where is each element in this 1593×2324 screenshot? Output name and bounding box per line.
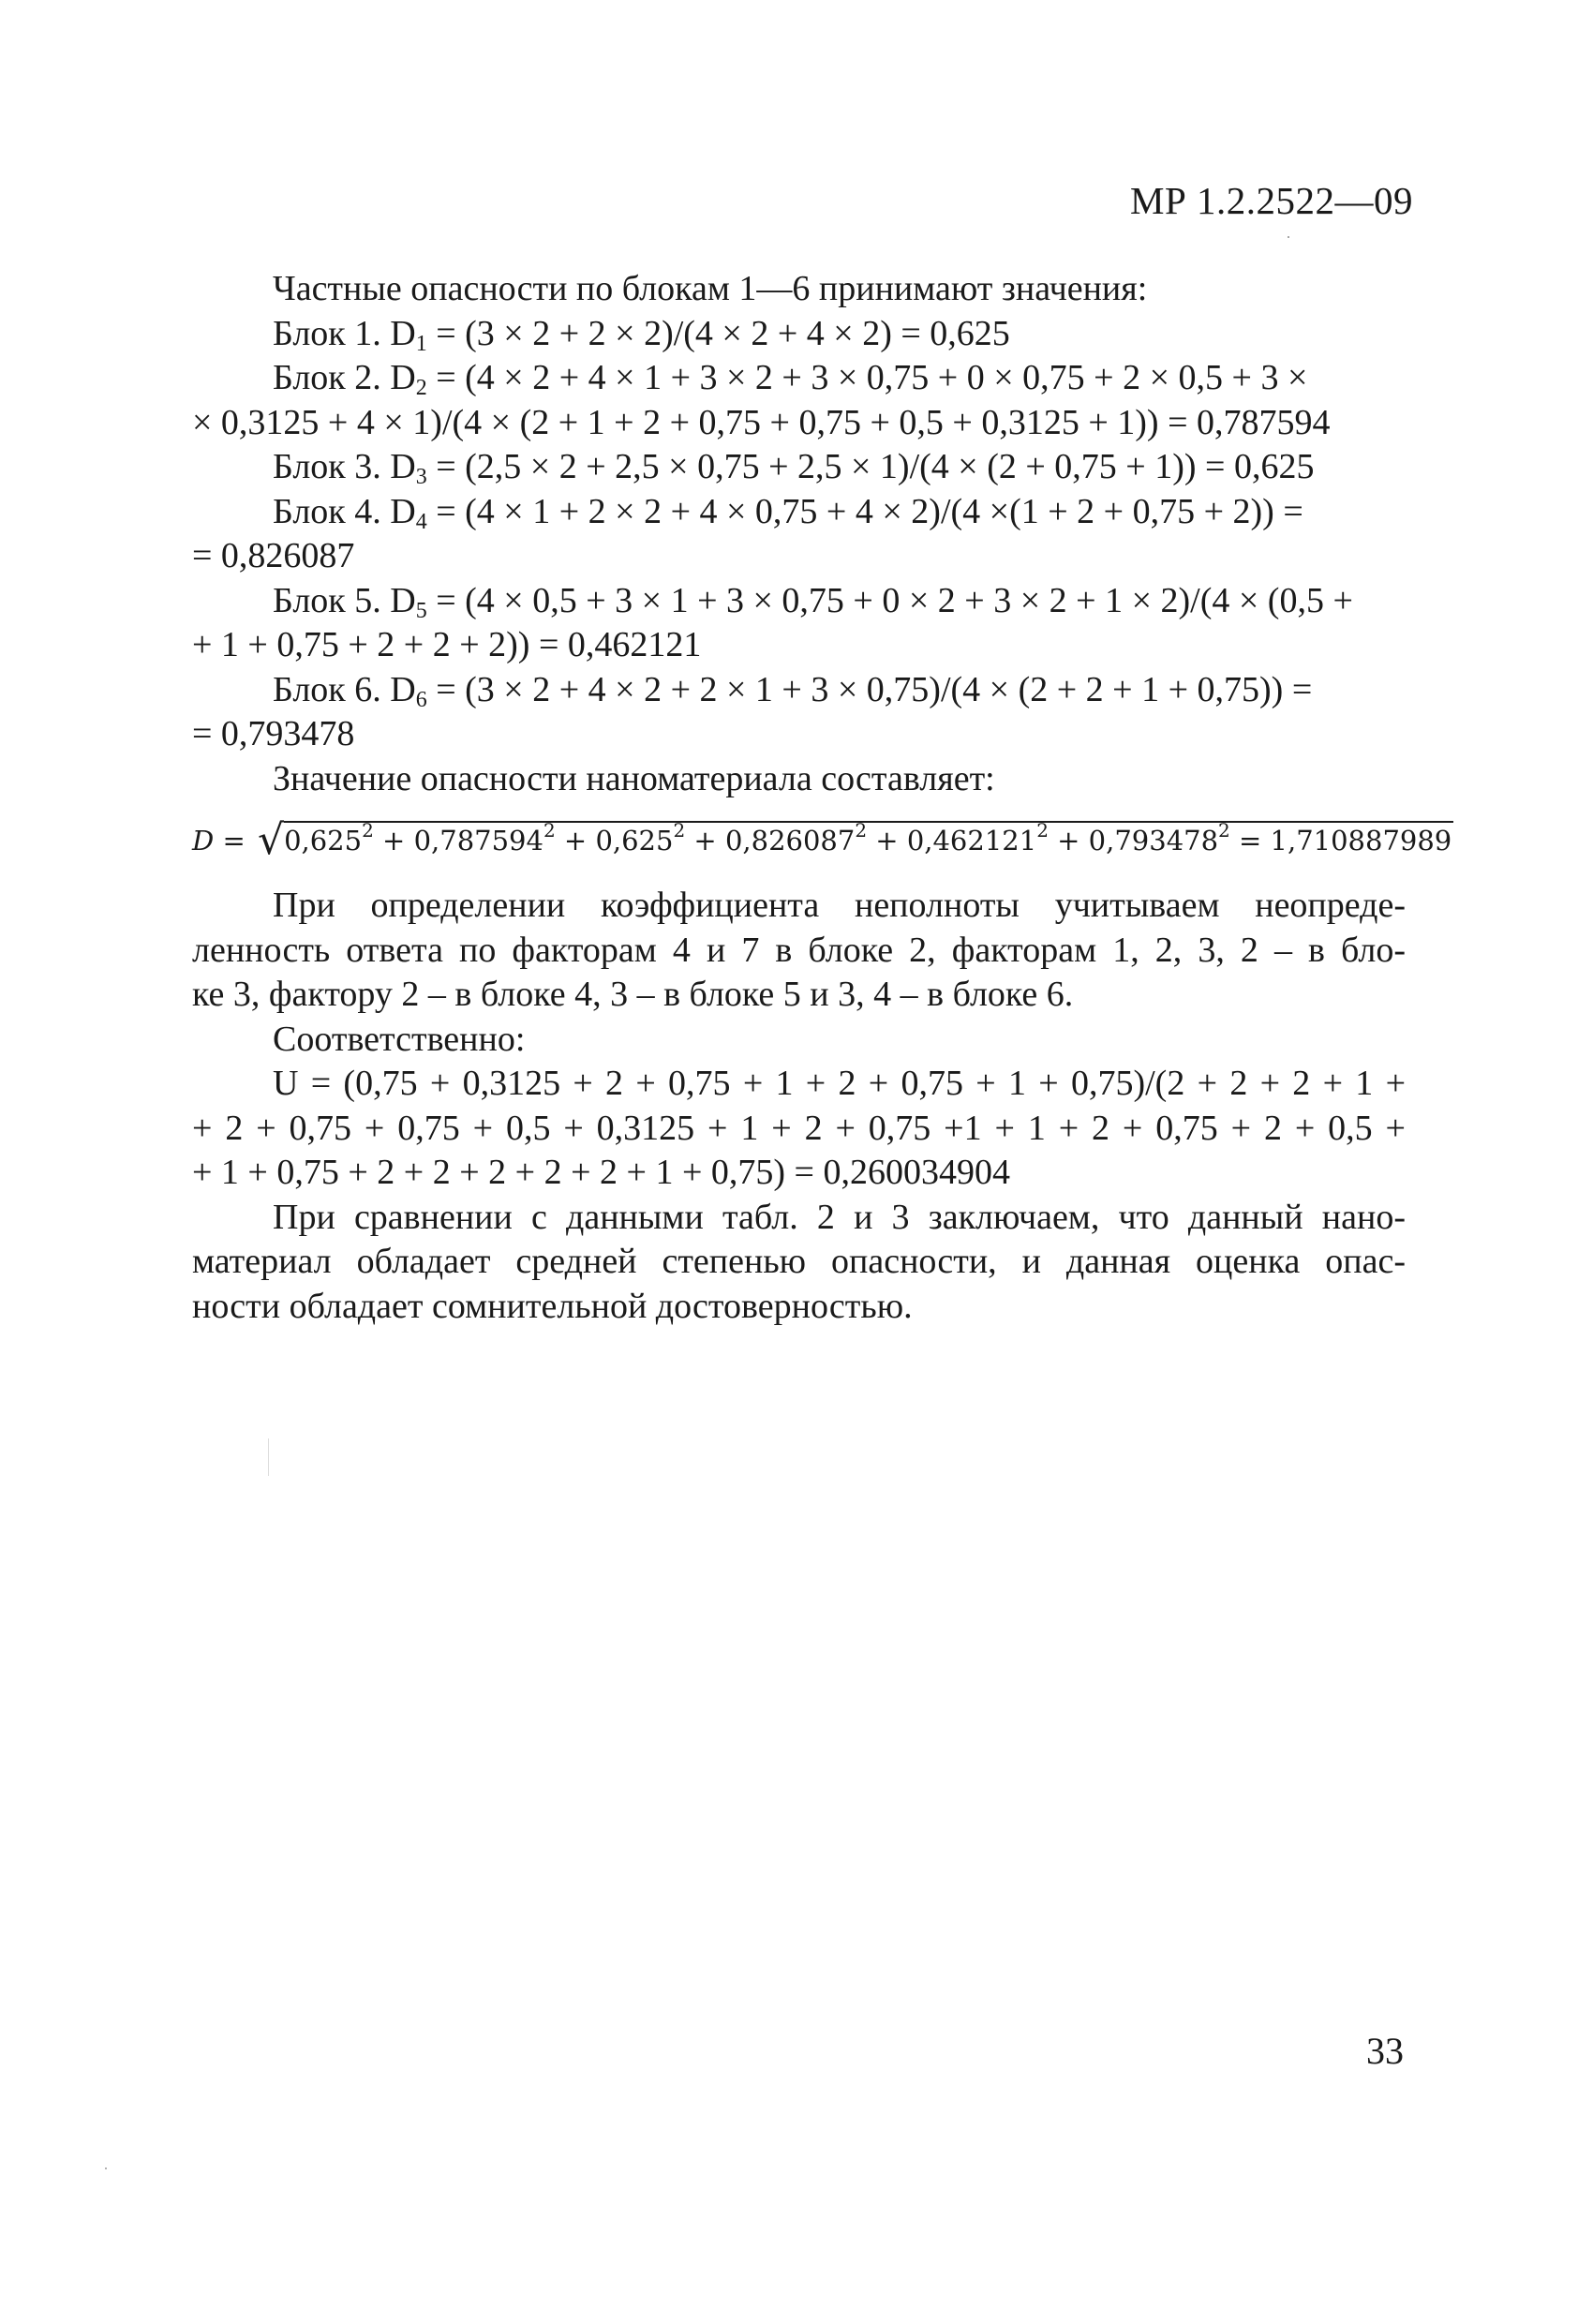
block-4-continuation: = 0,826087: [192, 536, 355, 575]
block-5-label: Блок 5. D: [273, 580, 416, 620]
block-4-expression: = (4 × 1 + 2 × 2 + 4 × 0,75 + 4 × 2)/(4 ×(1 + 2 + 0,75 + 2)) =: [426, 491, 1303, 531]
page-number: 33: [1366, 2030, 1404, 2072]
formula-term: 0,787594: [413, 825, 543, 857]
hazard-formula: [192, 814, 1452, 869]
formula-term: 0,462121: [906, 825, 1037, 857]
block-6-label: Блок 6. D: [273, 669, 416, 709]
formula-exponent: 2: [1218, 819, 1230, 842]
block-4-line: [192, 490, 1406, 535]
formula-term: 0,625: [284, 825, 363, 857]
block-1-subscript: 1: [415, 331, 427, 356]
block-3-label: Блок 3. D: [273, 447, 416, 486]
block-3-expression: = (2,5 × 2 + 2,5 × 0,75 + 2,5 × 1)/(4 × (2 + 0,75 + 1)) = 0,625: [426, 447, 1315, 486]
block-3-subscript: 3: [415, 465, 427, 489]
u-formula-line3: + 1 + 0,75 + 2 + 2 + 2 + 2 + 2 + 1 + 0,75) = 0,260034904: [192, 1153, 1010, 1192]
para2-line3: ности обладает сомнительной достоверностью.: [192, 1286, 913, 1326]
formula-exponent: 2: [1036, 819, 1049, 842]
scan-speck: [105, 2168, 107, 2169]
para1-line3: ке 3, фактору 2 – в блоке 4, 3 – в блоке 5 и 3, 4 – в блоке 6.: [192, 975, 1074, 1014]
document-code: МР 1.2.2522—09: [1129, 179, 1413, 222]
scan-speck: [1288, 236, 1289, 238]
formula-exponent: 2: [855, 819, 868, 842]
para2-line2: материал обладает средней степенью опасности, и данная оценка опас-: [192, 1242, 1406, 1281]
block-6-line: [192, 668, 1406, 713]
formula-lhs: D: [192, 825, 215, 857]
formula-exponent: 2: [673, 819, 686, 842]
sqrt-sign: √: [258, 816, 285, 864]
formula-term: 0,625: [595, 825, 674, 857]
block-1-label: Блок 1. D: [273, 313, 416, 353]
formula-exponent: 2: [362, 819, 374, 842]
u-formula-line1: U = (0,75 + 0,3125 + 2 + 0,75 + 1 + 2 + 0,75 + 1 + 0,75)/(2 + 2 + 2 + 1 +: [273, 1064, 1406, 1103]
intro-line: Частные опасности по блокам 1—6 принимают значения:: [273, 269, 1148, 308]
formula-term: 0,793478: [1088, 825, 1219, 857]
block-6-expression: = (3 × 2 + 4 × 2 + 2 × 1 + 3 × 0,75)/(4 × (2 + 2 + 1 + 0,75)) =: [426, 669, 1313, 709]
block-2-expression: = (4 × 2 + 4 × 1 + 3 × 2 + 3 × 0,75 + 0 × 0,75 + 2 × 0,5 + 3 ×: [426, 358, 1308, 397]
block-2-subscript: 2: [415, 376, 427, 400]
block-6-continuation: = 0,793478: [192, 714, 355, 753]
u-formula-line2: + 2 + 0,75 + 0,75 + 0,5 + 0,3125 + 1 + 2 + 0,75 +1 + 1 + 2 + 0,75 + 2 + 0,5 +: [192, 1108, 1406, 1148]
para1-line1: При определении коэффициента неполноты учитываем неопреде-: [273, 886, 1406, 925]
formula-exponent: 2: [543, 819, 556, 842]
block-1-expression: = (3 × 2 + 2 × 2)/(4 × 2 + 4 × 2) = 0,625: [426, 313, 1010, 353]
block-2-label: Блок 2. D: [273, 358, 416, 397]
formula-result: 1,710887989: [1270, 825, 1452, 857]
block-6-subscript: 6: [415, 687, 427, 712]
block-2-line: [192, 356, 1406, 401]
para2-line1: При сравнении с данными табл. 2 и 3 заключаем, что данный нано-: [273, 1197, 1406, 1237]
block-2-continuation: × 0,3125 + 4 × 1)/(4 × (2 + 1 + 2 + 0,75 + 0,75 + 0,5 + 0,3125 + 1)) = 0,787594: [192, 402, 1331, 442]
para1-line2: ленность ответа по факторам 4 и 7 в блоке 2, факторам 1, 2, 3, 2 – в бло-: [192, 930, 1406, 970]
block-5-subscript: 5: [415, 598, 427, 623]
block-4-subscript: 4: [415, 509, 427, 534]
total-label: Значение опасности наноматериала составляет:: [273, 758, 995, 798]
block-5-expression: = (4 × 0,5 + 3 × 1 + 3 × 0,75 + 0 × 2 + 3 × 2 + 1 × 2)/(4 × (0,5 +: [426, 580, 1353, 620]
formula-equals: =: [214, 825, 255, 857]
block-3-line: [192, 445, 1406, 490]
formula-radicand: $0,625^2 + 0,787594^2 + 0,625^2 + 0,826087^2 + 0,462121^2 + 0,793478^2 = 1,710887989$: [284, 819, 1452, 857]
block-4-label: Блок 4. D: [273, 491, 416, 531]
block-1-line: [192, 312, 1406, 357]
block-5-continuation: + 1 + 0,75 + 2 + 2 + 2)) = 0,462121: [192, 625, 702, 664]
block-5-line: [192, 579, 1406, 624]
scan-artifact: [268, 1438, 269, 1476]
page-content: [192, 267, 1452, 1329]
accordingly-label: Соответственно:: [273, 1019, 526, 1059]
formula-term: 0,826087: [724, 825, 856, 857]
